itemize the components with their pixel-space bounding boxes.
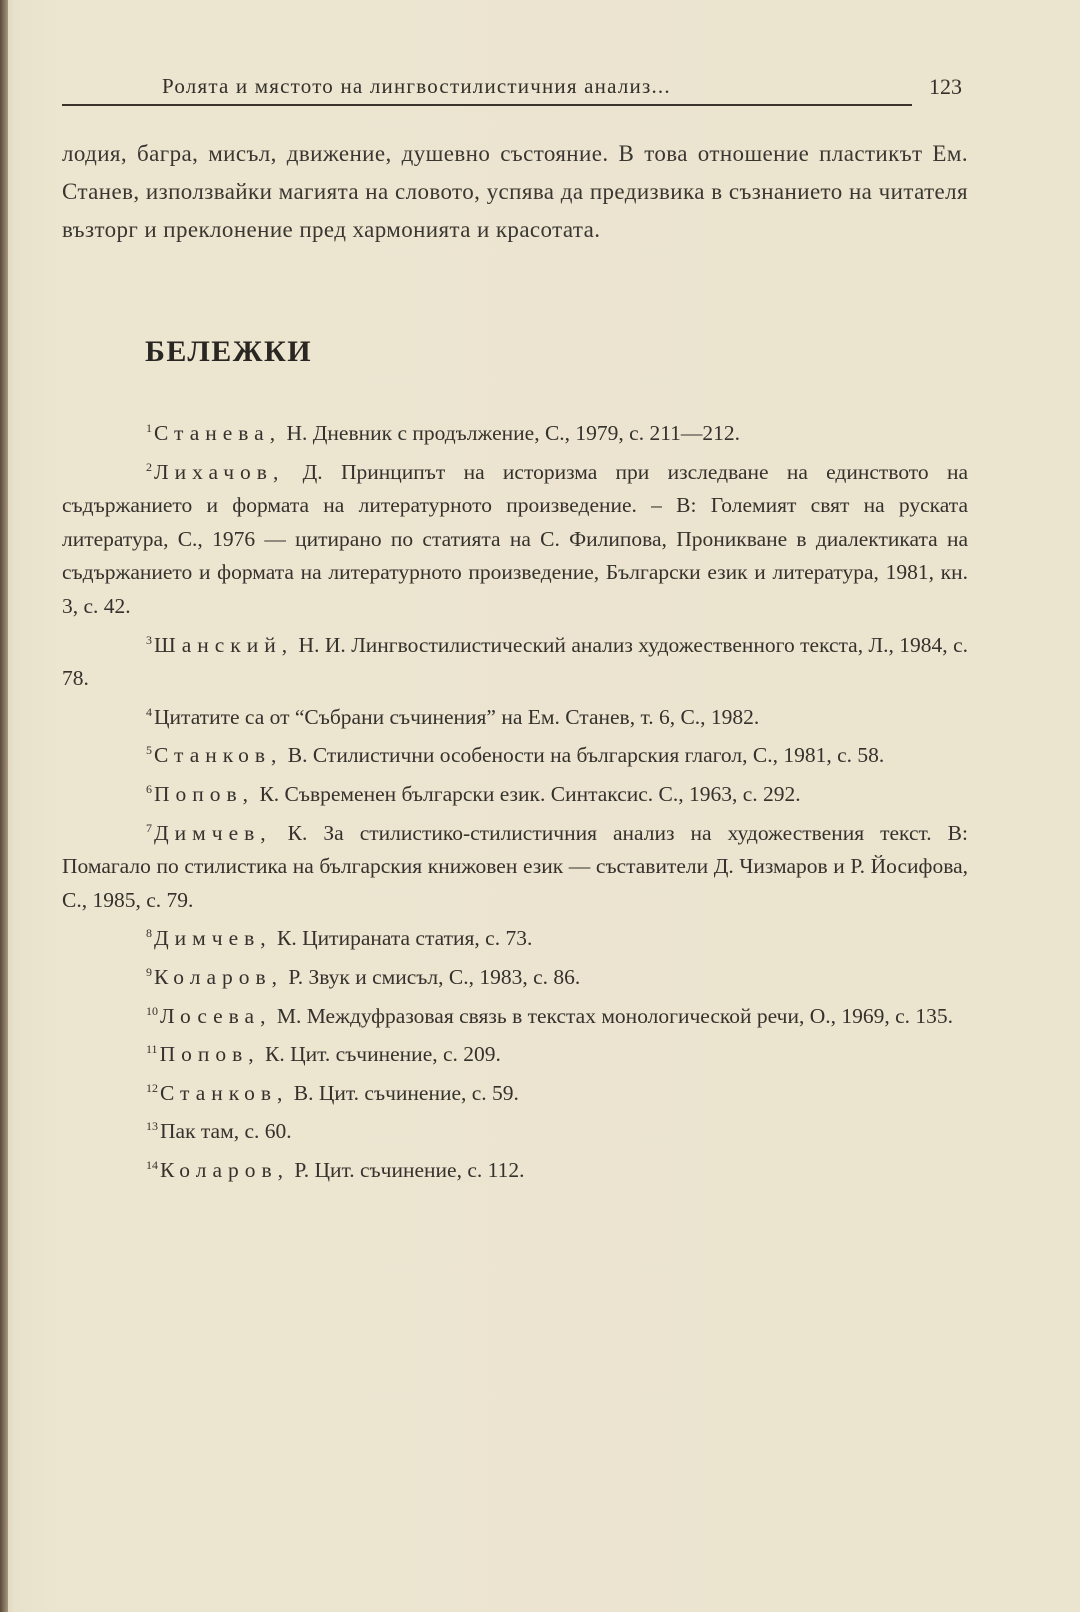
note-text: К. Съвременен български език. Синтаксис. С., 1963, с. 292.	[254, 781, 801, 806]
note-number: 3	[146, 632, 152, 647]
note-author: Димчев,	[154, 926, 272, 951]
note-text: В. Стилистични особености на българския глагол, С., 1981, с. 58.	[282, 743, 885, 768]
note-item	[62, 451, 968, 624]
note-number: 13	[146, 1119, 158, 1134]
note-text: Н. Дневник с продължение, С., 1979, с. 211—212.	[281, 421, 741, 445]
note-author: Лосева,	[160, 1003, 272, 1028]
note-author: Коларов,	[160, 1157, 290, 1182]
note-text: Цитатите са от “Събрани съчинения” на Ем. Станев, т. 6, С., 1982.	[154, 704, 760, 729]
note-text: В. Цит. съчинение, с. 59.	[288, 1080, 519, 1105]
note-text: Пак там, с. 60.	[160, 1119, 292, 1144]
note-item	[62, 1110, 968, 1149]
page-number: 123	[929, 74, 962, 99]
note-item	[62, 812, 968, 918]
note-author: Станева,	[154, 421, 282, 445]
note-item	[62, 734, 968, 773]
running-head-title: Ролята и мястото на лингвостилистичния анализ...	[162, 74, 671, 98]
note-item	[62, 773, 968, 812]
note-number: 5	[146, 743, 152, 758]
note-item	[62, 624, 968, 696]
notes-heading: БЕЛЕЖКИ	[145, 335, 313, 368]
note-author: Станков,	[154, 743, 283, 768]
note-number: 14	[146, 1157, 158, 1172]
note-item	[62, 412, 968, 451]
note-item	[62, 696, 968, 735]
note-text: Н. И. Лингвостилистический анализ художественного текста, Л., 1984, с. 78.	[62, 632, 968, 691]
note-text: К. Цит. съчинение, с. 209.	[259, 1042, 501, 1067]
note-item	[62, 1072, 968, 1111]
note-text: К. Цитираната статия, с. 73.	[271, 926, 533, 951]
note-author: Шанский,	[154, 632, 294, 657]
note-number: 9	[146, 964, 152, 979]
note-text: Д. Принципът на историзма при изследване на единството на съдържанието и формата на литературното произведение. – В: Големият свят на руската литература, С., 1976 — цитирано по статията на С. Филипова, Проникване в диалектиката на съдържанието и формата на литературното произведение, Български език и литература, 1981, кн. 3, с. 42.	[62, 459, 968, 618]
note-item	[62, 1149, 968, 1188]
note-author: Коларов,	[154, 964, 284, 989]
note-author: Станков,	[160, 1080, 289, 1105]
note-text: К. За стилистико-стилистичния анализ на художествения текст. В: Помагало по стилистика на българския книжовен език — съставители Д. Чизмаров и Р. Йосифова, С., 1985, с. 79.	[62, 820, 968, 912]
book-spine-shadow	[0, 0, 8, 1612]
note-number: 6	[146, 781, 152, 796]
note-number: 7	[146, 820, 152, 835]
note-number: 12	[146, 1080, 158, 1095]
note-number: 11	[146, 1042, 158, 1057]
note-number: 8	[146, 926, 152, 941]
note-author: Попов,	[159, 1042, 260, 1067]
running-head	[62, 70, 962, 106]
note-number: 2	[146, 459, 152, 474]
note-item	[62, 917, 968, 956]
note-text: М. Междуфразовая связь в текстах монологической речи, О., 1969, с. 135.	[271, 1003, 954, 1028]
note-author: Попов,	[154, 781, 255, 806]
note-item	[62, 956, 968, 995]
note-item	[62, 995, 968, 1034]
body-paragraph: лодия, багра, мисъл, движение, душевно състояние. В това отношение пластикът Ем. Станев, използвайки магията на словото, успява да предизвика в съзнанието на читателя възторг и преклонение пред хармонията и красотата.	[62, 141, 968, 242]
notes-list	[62, 412, 968, 1187]
note-number: 10	[146, 1003, 158, 1018]
note-number: 1	[146, 421, 152, 435]
note-item	[62, 1033, 968, 1072]
note-text: Р. Звук и смисъл, С., 1983, с. 86.	[283, 964, 581, 989]
note-text: Р. Цит. съчинение, с. 112.	[289, 1157, 525, 1182]
note-number: 4	[146, 704, 152, 719]
note-author: Лихачов,	[154, 459, 285, 484]
note-author: Димчев,	[154, 820, 272, 845]
